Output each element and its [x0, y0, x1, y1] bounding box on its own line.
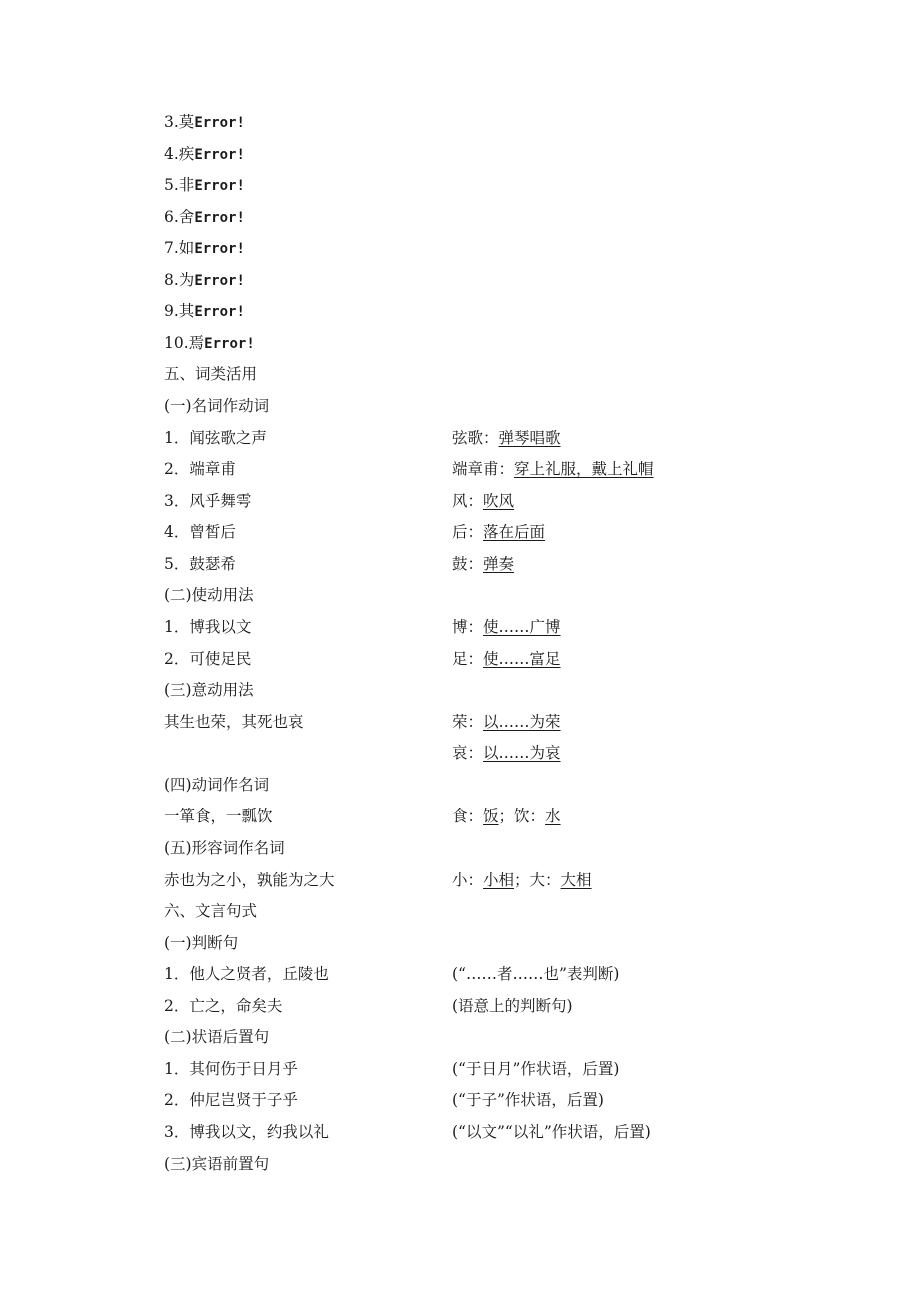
- subsection-heading: (一)判断句: [164, 934, 239, 952]
- subsection-heading: (二)状语后置句: [164, 1028, 270, 1046]
- example-sentence: 2．可使足民: [164, 650, 252, 668]
- answer: 大相: [560, 871, 592, 889]
- answer: 小相: [483, 871, 515, 889]
- example-sentence: 3．博我以文，约我以礼: [164, 1123, 329, 1141]
- example-sentence: 2．端章甫: [164, 460, 236, 478]
- subsection-heading: (四)动词作名词: [164, 776, 270, 794]
- annotation: 端章甫：穿上礼服，戴上礼帽: [452, 460, 654, 478]
- answer: 弹琴唱歌: [498, 429, 561, 447]
- vocab-item: 3.莫Error!: [164, 113, 245, 131]
- annotation: 风：吹风: [452, 492, 515, 510]
- example-sentence: 1．闻弦歌之声: [164, 429, 267, 447]
- vocab-item: 8.为Error!: [164, 271, 245, 289]
- annotation: 哀：以……为哀: [452, 744, 561, 762]
- answer: 以……为哀: [483, 744, 561, 762]
- subsection-heading: (五)形容词作名词: [164, 839, 285, 857]
- example-sentence: 5．鼓瑟希: [164, 555, 236, 573]
- example-sentence: 2．亡之，命矣夫: [164, 997, 283, 1015]
- answer: 吹风: [483, 492, 515, 510]
- grammar-note: (“于日月”作状语，后置): [452, 1060, 620, 1078]
- answer: 落在后面: [483, 523, 546, 541]
- example-sentence: 1．博我以文: [164, 618, 252, 636]
- grammar-note: (语意上的判断句): [452, 997, 573, 1015]
- vocab-item: 6.舍Error!: [164, 208, 245, 226]
- subsection-heading: (三)意动用法: [164, 681, 254, 699]
- answer: 使……广博: [483, 618, 561, 636]
- answer: 水: [545, 807, 561, 825]
- section-heading: 六、文言句式: [164, 902, 258, 920]
- example-sentence: 其生也荣，其死也哀: [164, 713, 304, 731]
- annotation: 后：落在后面: [452, 523, 546, 541]
- annotation: 弦歌：弹琴唱歌: [452, 429, 561, 447]
- answer: 弹奏: [483, 555, 515, 573]
- vocab-item: 5.非Error!: [164, 176, 245, 194]
- answer: 饭: [483, 807, 499, 825]
- annotation: 食：饭；饮：水: [452, 807, 561, 825]
- answer: 以……为荣: [483, 713, 561, 731]
- grammar-note: (“以文”“以礼”作状语，后置): [452, 1123, 651, 1141]
- annotation: 足：使……富足: [452, 650, 561, 668]
- annotation: 小：小相；大：大相: [452, 871, 592, 889]
- example-sentence: 3．风乎舞雩: [164, 492, 252, 510]
- section-heading: 五、词类活用: [164, 365, 258, 383]
- grammar-note: (“于子”作状语，后置): [452, 1091, 604, 1109]
- vocab-item: 7.如Error!: [164, 239, 245, 257]
- example-sentence: 2．仲尼岂贤于子乎: [164, 1091, 298, 1109]
- subsection-heading: (二)使动用法: [164, 586, 254, 604]
- example-sentence: 一箪食，一瓢饮: [164, 807, 273, 825]
- subsection-heading: (一)名词作动词: [164, 397, 270, 415]
- subsection-heading: (三)宾语前置句: [164, 1155, 270, 1173]
- example-sentence: 1．其何伤于日月乎: [164, 1060, 298, 1078]
- annotation: 荣：以……为荣: [452, 713, 561, 731]
- example-sentence: 1．他人之贤者，丘陵也: [164, 965, 329, 983]
- annotation: 鼓：弹奏: [452, 555, 515, 573]
- example-sentence: 赤也为之小，孰能为之大: [164, 871, 335, 889]
- vocab-item: 9.其Error!: [164, 302, 245, 320]
- grammar-note: (“……者……也”表判断): [452, 965, 620, 983]
- answer: 使……富足: [483, 650, 561, 668]
- vocab-item: 4.疾Error!: [164, 145, 245, 163]
- answer: 穿上礼服，戴上礼帽: [514, 460, 654, 478]
- vocab-item: 10.焉Error!: [164, 334, 255, 352]
- annotation: 博：使……广博: [452, 618, 561, 636]
- example-sentence: 4．曾皙后: [164, 523, 236, 541]
